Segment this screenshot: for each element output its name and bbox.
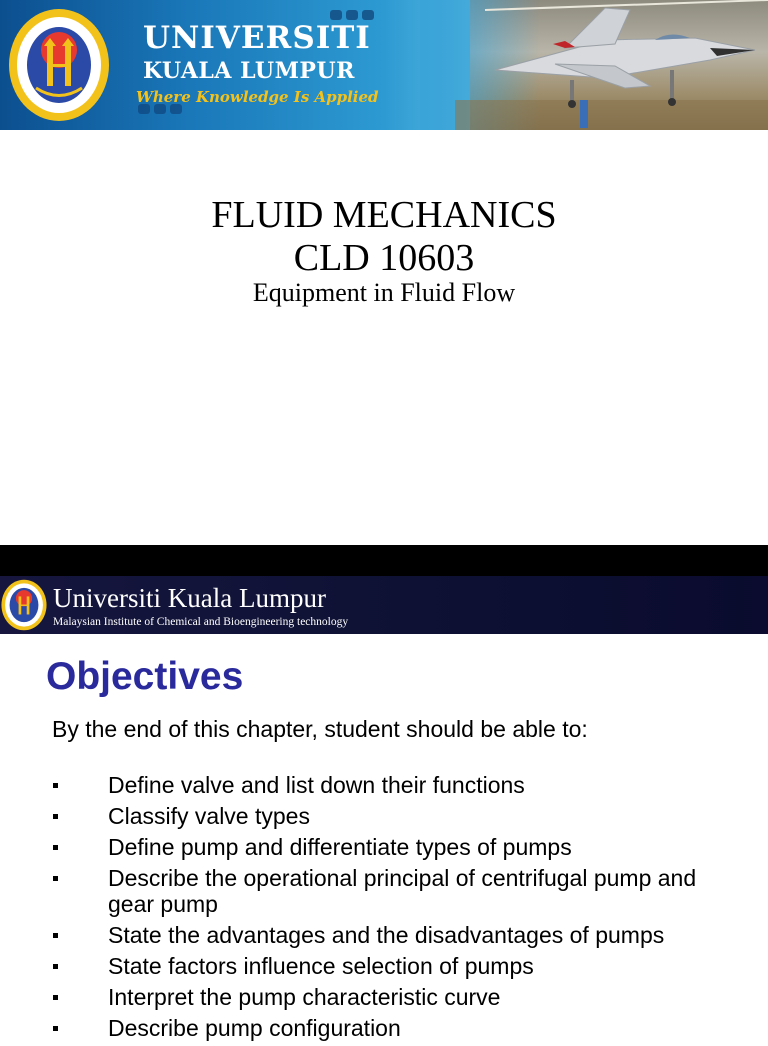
list-item: Classify valve types bbox=[0, 803, 768, 829]
bullet-square-icon bbox=[53, 814, 58, 819]
list-item: State factors influence selection of pumps bbox=[0, 953, 768, 979]
unikl-logo bbox=[8, 8, 110, 122]
decor-dots bbox=[138, 104, 188, 126]
bullet-square-icon bbox=[53, 783, 58, 788]
header-institute-name: Malaysian Institute of Chemical and Bioengineering technology bbox=[53, 616, 349, 628]
bullet-square-icon bbox=[53, 1026, 58, 1031]
objectives-intro: By the end of this chapter, student should be able to: bbox=[52, 716, 588, 742]
bullet-square-icon bbox=[53, 845, 58, 850]
list-item: State the advantages and the disadvantages of pumps bbox=[0, 922, 768, 948]
list-item: Define pump and differentiate types of pumps bbox=[0, 834, 768, 860]
bullet-square-icon bbox=[53, 933, 58, 938]
objectives-heading: Objectives bbox=[46, 655, 244, 698]
unikl-logo bbox=[1, 577, 47, 633]
course-subtitle: Equipment in Fluid Flow bbox=[252, 278, 516, 307]
university-banner bbox=[0, 0, 768, 130]
banner-university-title: UNIVERSITI bbox=[143, 20, 371, 56]
course-code: CLD 10603 bbox=[293, 237, 475, 279]
header-university-name: Universiti Kuala Lumpur bbox=[53, 583, 326, 613]
bullet-square-icon bbox=[53, 964, 58, 969]
banner-university-subtitle: KUALA LUMPUR bbox=[143, 58, 355, 84]
slide-separator bbox=[0, 545, 768, 576]
objectives-slide bbox=[0, 576, 768, 1041]
list-item: Describe the operational principal of centrifugal pump and gear pump bbox=[0, 865, 768, 917]
bullet-square-icon bbox=[53, 876, 58, 881]
banner-tagline: Where Knowledge Is Applied bbox=[136, 88, 379, 106]
bullet-square-icon bbox=[53, 995, 58, 1000]
list-item: Define valve and list down their functions bbox=[0, 772, 768, 798]
slide-header bbox=[0, 576, 768, 634]
list-item: Describe pump configuration bbox=[0, 1015, 768, 1041]
course-title: FLUID MECHANICS bbox=[211, 194, 557, 236]
objectives-list bbox=[0, 772, 768, 1046]
list-item: Interpret the pump characteristic curve bbox=[0, 984, 768, 1010]
fighter-jet-image bbox=[455, 0, 768, 130]
